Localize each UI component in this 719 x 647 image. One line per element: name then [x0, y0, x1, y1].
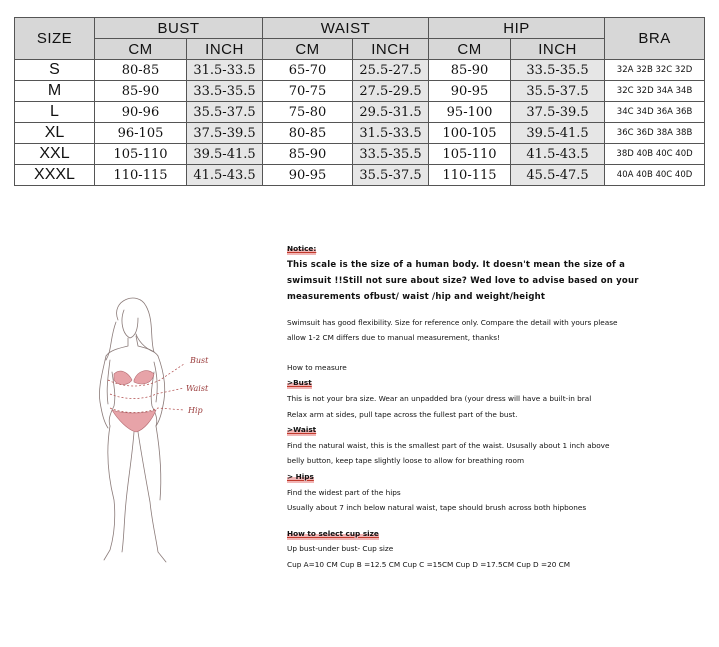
- hip-cm-cell: 95-100: [429, 102, 511, 123]
- waist-cm-cell: 65-70: [263, 60, 353, 81]
- bust-cm-cell: 85-90: [95, 81, 187, 102]
- bust-inch-cell: 37.5-39.5: [187, 123, 263, 144]
- bust-inch-cell: 41.5-43.5: [187, 165, 263, 186]
- table-row: [15, 144, 705, 165]
- flexibility-line: allow 1-2 CM differs due to manual measurement, thanks!: [287, 333, 500, 343]
- table-row: [15, 81, 705, 102]
- notice-line: swimsuit !!Still not sure about size? Wed love to advise based on your: [287, 275, 639, 286]
- hips-heading: > Hips: [287, 471, 314, 481]
- hip-label: Hip: [188, 406, 203, 415]
- waist-cm-cell: 70-75: [263, 81, 353, 102]
- notice-line: measurements ofbust/ waist /hip and weight/height: [287, 291, 546, 302]
- measurement-figure: [80, 290, 220, 580]
- cup-size-formula: Up bust-under bust- Cup size: [287, 544, 394, 554]
- flexibility-line: Swimsuit has good flexibility. Size for reference only. Compare the detail with yours please: [287, 317, 618, 327]
- hip-cm-cell: 110-115: [429, 165, 511, 186]
- waist-inch-cell: 33.5-35.5: [353, 144, 429, 165]
- bust-cm-cell: 90-96: [95, 102, 187, 123]
- cup-size-values: Cup A=10 CM Cup B =12.5 CM Cup C =15CM Cup D =17.5CM Cup D =20 CM: [287, 559, 571, 569]
- hips-instruction: Find the widest part of the hips: [287, 487, 401, 497]
- woman-sketch-illustration: [80, 290, 220, 580]
- bra-cell: 38D 40B 40C 40D: [605, 144, 705, 165]
- bust-inch-cell: 39.5-41.5: [187, 144, 263, 165]
- waist-cm-cell: 85-90: [263, 144, 353, 165]
- how-to-measure-title: How to measure: [287, 362, 347, 372]
- hip-cm-cell: 85-90: [429, 60, 511, 81]
- bra-header: BRA: [605, 18, 705, 60]
- waist-inch-cell: 29.5-31.5: [353, 102, 429, 123]
- waist-cm-cell: 90-95: [263, 165, 353, 186]
- waist-inch-cell: 35.5-37.5: [353, 165, 429, 186]
- waist-cm-cell: 75-80: [263, 102, 353, 123]
- size-cell: XL: [15, 123, 95, 144]
- bra-cell: 40A 40B 40C 40D: [605, 165, 705, 186]
- notice-heading: Notice:: [287, 244, 317, 253]
- waist-cm-header: CM: [263, 39, 353, 60]
- hip-header: HIP: [429, 18, 605, 39]
- waist-heading: >Waist: [287, 425, 317, 435]
- bra-cell: 34C 34D 36A 36B: [605, 102, 705, 123]
- size-cell: M: [15, 81, 95, 102]
- size-cell: S: [15, 60, 95, 81]
- waist-inch-cell: 27.5-29.5: [353, 81, 429, 102]
- bust-inch-cell: 33.5-35.5: [187, 81, 263, 102]
- hip-inch-cell: 33.5-35.5: [511, 60, 605, 81]
- bust-heading: >Bust: [287, 378, 312, 388]
- bust-cm-cell: 96-105: [95, 123, 187, 144]
- bust-instruction: Relax arm at sides, pull tape across the fullest part of the bust.: [287, 409, 518, 419]
- bust-label: Bust: [190, 356, 209, 365]
- size-cell: XXXL: [15, 165, 95, 186]
- bust-inch-header: INCH: [187, 39, 263, 60]
- hips-instruction: Usually about 7 inch below natural waist, tape should brush across both hipbones: [287, 503, 587, 513]
- bra-cell: 32A 32B 32C 32D: [605, 60, 705, 81]
- hip-cm-cell: 100-105: [429, 123, 511, 144]
- measuring-notes: [287, 241, 707, 573]
- hip-inch-cell: 41.5-43.5: [511, 144, 605, 165]
- hip-cm-cell: 90-95: [429, 81, 511, 102]
- hip-inch-header: INCH: [511, 39, 605, 60]
- table-row: [15, 165, 705, 186]
- bust-cm-cell: 110-115: [95, 165, 187, 186]
- waist-inch-cell: 25.5-27.5: [353, 60, 429, 81]
- waist-label: Waist: [186, 384, 209, 393]
- size-header: SIZE: [15, 18, 95, 60]
- hip-inch-cell: 39.5-41.5: [511, 123, 605, 144]
- bust-header: BUST: [95, 18, 263, 39]
- hip-inch-cell: 45.5-47.5: [511, 165, 605, 186]
- hip-inch-cell: 35.5-37.5: [511, 81, 605, 102]
- bust-cm-cell: 105-110: [95, 144, 187, 165]
- hip-inch-cell: 37.5-39.5: [511, 102, 605, 123]
- table-row: [15, 102, 705, 123]
- notice-line: This scale is the size of a human body. It doesn't mean the size of a: [287, 259, 626, 270]
- size-cell: XXL: [15, 144, 95, 165]
- waist-instruction: belly button, keep tape slightly loose to allow for breathing room: [287, 456, 525, 466]
- cup-size-heading: How to select cup size: [287, 528, 379, 538]
- waist-inch-header: INCH: [353, 39, 429, 60]
- size-chart-table: [14, 17, 705, 186]
- bra-cell: 36C 36D 38A 38B: [605, 123, 705, 144]
- hip-cm-cell: 105-110: [429, 144, 511, 165]
- waist-cm-cell: 80-85: [263, 123, 353, 144]
- size-cell: L: [15, 102, 95, 123]
- bra-cell: 32C 32D 34A 34B: [605, 81, 705, 102]
- waist-header: WAIST: [263, 18, 429, 39]
- table-row: [15, 60, 705, 81]
- bust-inch-cell: 31.5-33.5: [187, 60, 263, 81]
- hip-cm-header: CM: [429, 39, 511, 60]
- bust-cm-cell: 80-85: [95, 60, 187, 81]
- bust-inch-cell: 35.5-37.5: [187, 102, 263, 123]
- bust-instruction: This is not your bra size. Wear an unpadded bra (your dress will have a built-in bral: [287, 393, 592, 403]
- waist-instruction: Find the natural waist, this is the smallest part of the waist. Ususally about 1 inch above: [287, 440, 610, 450]
- bust-cm-header: CM: [95, 39, 187, 60]
- waist-inch-cell: 31.5-33.5: [353, 123, 429, 144]
- table-row: [15, 123, 705, 144]
